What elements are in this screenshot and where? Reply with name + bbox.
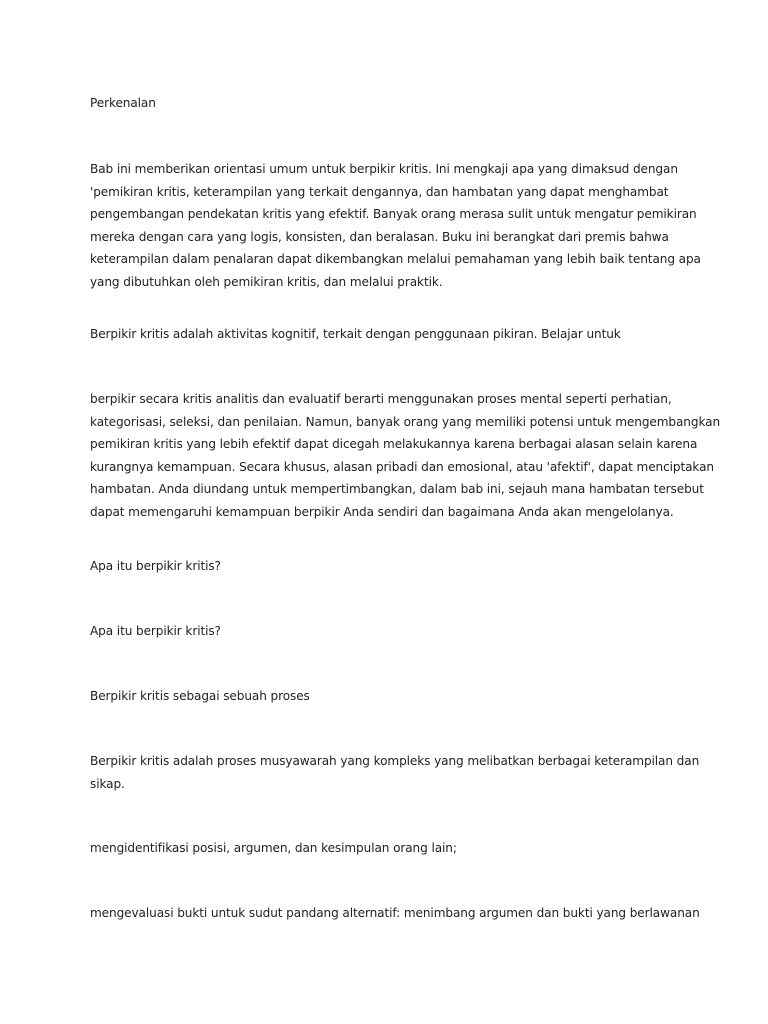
paragraph-line: pemikiran kritis yang lebih efektif dapat dicegah melakukannya karena berbagai alasan selain karena bbox=[90, 437, 698, 452]
paragraph-process bbox=[90, 750, 699, 795]
paragraph-cognitive: Berpikir kritis adalah aktivitas kognitif, terkait dengan penggunaan pikiran. Belajar untuk bbox=[90, 327, 621, 341]
paragraph-analytical bbox=[90, 388, 720, 524]
paragraph-line: yang dibutuhkan oleh pemikiran kritis, dan melalui praktik. bbox=[90, 274, 443, 289]
paragraph-line: berpikir secara kritis analitis dan evaluatif berarti menggunakan proses mental seperti perhatian, bbox=[90, 392, 672, 406]
question-heading: Apa itu berpikir kritis? bbox=[90, 559, 221, 573]
paragraph-line: mereka dengan cara yang logis, konsisten, dan beralasan. Buku ini berangkat dari premis bahwa bbox=[90, 229, 669, 244]
list-item: mengevaluasi bukti untuk sudut pandang alternatif: menimbang argumen dan bukti yang berlawanan bbox=[90, 906, 700, 920]
paragraph-line: keterampilan dalam penalaran dapat dikembangkan melalui pemahaman yang lebih baik tentang apa bbox=[90, 252, 701, 267]
paragraph-line: dapat memengaruhi kemampuan berpikir Anda sendiri dan bagaimana Anda akan mengelolanya. bbox=[90, 504, 674, 519]
paragraph-line: kategorisasi, seleksi, dan penilaian. Namun, banyak orang yang memiliki potensi untuk mengembangkan bbox=[90, 414, 721, 429]
document-heading: Perkenalan bbox=[90, 96, 156, 110]
paragraph-line: pengembangan pendekatan kritis yang efektif. Banyak orang merasa sulit untuk mengatur pemikiran bbox=[90, 207, 697, 222]
paragraph-line: hambatan. Anda diundang untuk mempertimbangkan, dalam bab ini, sejauh mana hambatan tersebut bbox=[90, 482, 704, 497]
paragraph-line: Bab ini memberikan orientasi umum untuk berpikir kritis. Ini mengkaji apa yang dimaksud dengan bbox=[90, 162, 678, 176]
paragraph-intro bbox=[90, 158, 701, 294]
paragraph-line: 'pemikiran kritis, keterampilan yang terkait dengannya, dan hambatan yang dapat menghambat bbox=[90, 184, 669, 199]
paragraph-line: Berpikir kritis adalah proses musyawarah yang kompleks yang melibatkan berbagai keterampilan dan bbox=[90, 754, 700, 768]
paragraph-line: sikap. bbox=[90, 776, 125, 791]
list-item: mengidentifikasi posisi, argumen, dan kesimpulan orang lain; bbox=[90, 841, 457, 855]
paragraph-line: kurangnya kemampuan. Secara khusus, alasan pribadi dan emosional, atau 'afektif', dapat menciptakan bbox=[90, 459, 715, 474]
section-subheading: Berpikir kritis sebagai sebuah proses bbox=[90, 689, 310, 703]
question-heading: Apa itu berpikir kritis? bbox=[90, 624, 221, 638]
